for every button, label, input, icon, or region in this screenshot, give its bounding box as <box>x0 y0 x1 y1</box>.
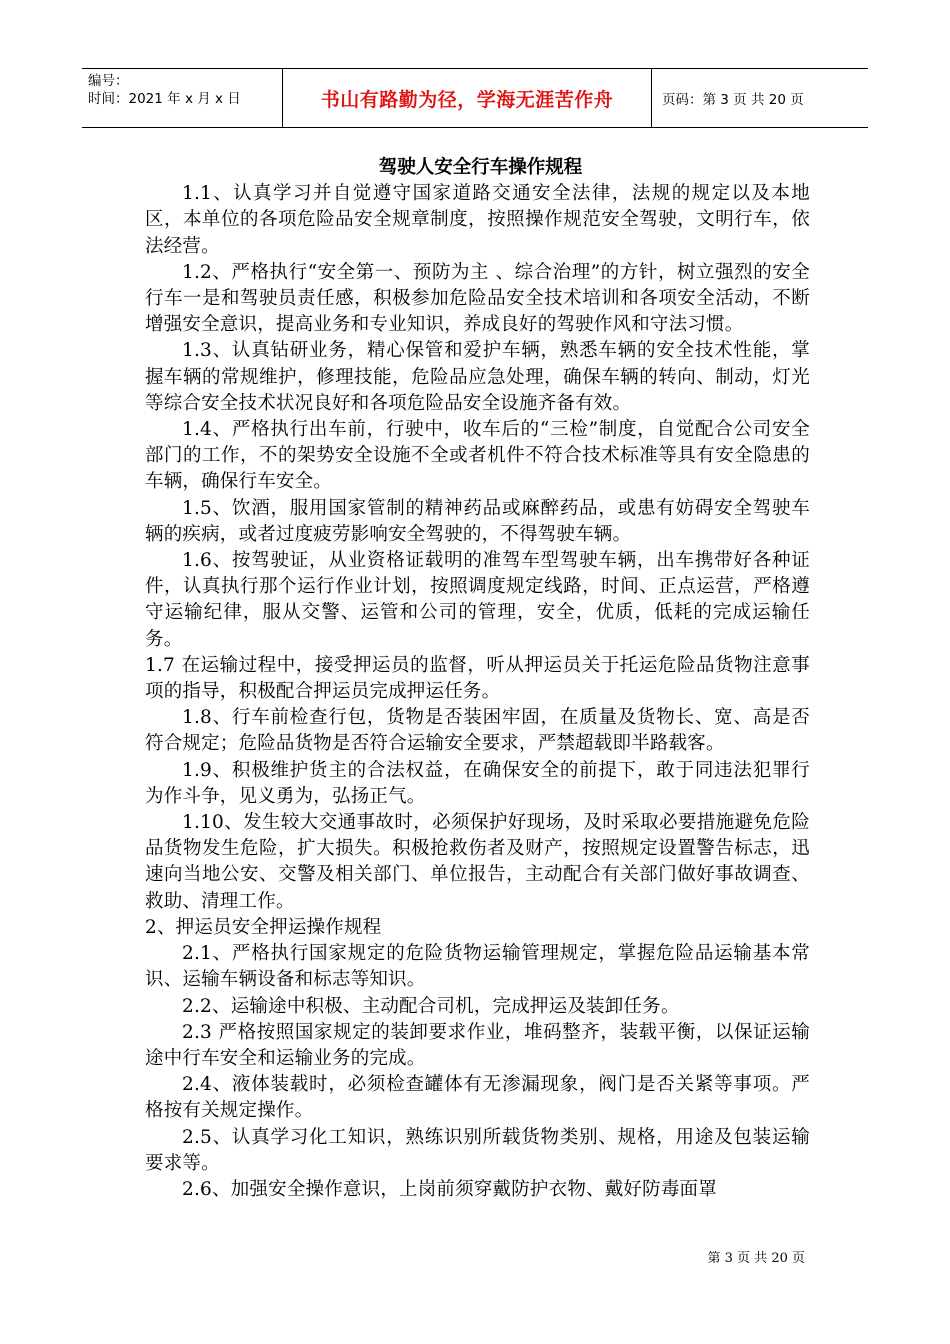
body-paragraph: 2.6、加强安全操作意识，上岗前须穿戴防护衣物、戴好防毒面罩 <box>182 1178 717 1200</box>
body-paragraph: 1.1、认真学习并自觉遵守国家道路交通安全法律，法规的规定以及本地区，本单位的各项危险品安全规章制度，按照操作规范安全驾驶，文明行车，依法经营。 <box>145 183 810 257</box>
body-paragraph: 2.5、认真学习化工知识，熟练识别所载货物类别、规格，用途及包装运输要求等。 <box>145 1126 810 1174</box>
page-header <box>82 68 868 128</box>
body-paragraph: 1.9、积极维护货主的合法权益，在确保安全的前提下，敢于同违法犯罪行为作斗争，见义勇为，弘扬正气。 <box>145 759 810 807</box>
body-paragraph: 1.3、认真钻研业务，精心保管和爱护车辆，熟悉车辆的安全技术性能，掌握车辆的常规维护，修理技能，危险品应急处理，确保车辆的转向、制动，灯光等综合安全技术状况良好和各项危险品安全设施齐备有效。 <box>145 340 810 414</box>
header-motto: 书山有路勤为径，学海无涯苦作舟 <box>282 69 652 127</box>
body-paragraph: 1.4、严格执行出车前，行驶中，收车后的“三检”制度，自觉配合公司安全部门的工作，不的架势安全设施不全或者机件不符合技术标准等具有安全隐患的车辆，确保行车安全。 <box>145 419 810 493</box>
body-paragraph: 2、押运员安全押运操作规程 <box>145 916 382 938</box>
body-paragraph: 1.6、按驾驶证，从业资格证载明的准驾车型驾驶车辆，出车携带好各种证件，认真执行那个运行作业计划，按照调度规定线路，时间、正点运营，严格遵守运输纪律，服从交警、运管和公司的管理，安全，优质，低耗的完成运输任务。 <box>145 550 810 650</box>
header-page-number: 页码：第 3 页 共 20 页 <box>662 92 804 108</box>
paragraph-list <box>145 181 810 1203</box>
body-paragraph: 2.3 严格按照国家规定的装卸要求作业，堆码整齐，装载平衡，以保证运输途中行车安全和运输业务的完成。 <box>145 1021 810 1069</box>
body-paragraph: 2.1、严格执行国家规定的危险货物运输管理规定，掌握危险品运输基本常识、运输车辆设备和标志等知识。 <box>145 943 810 991</box>
document-number-label: 编号： <box>88 73 129 89</box>
header-info <box>82 69 282 127</box>
document-title: 驾驶人安全行车操作规程 <box>378 157 583 178</box>
body-paragraph: 2.4、液体装载时，必须检查罐体有无渗漏现象，阀门是否关紧等事项。严格按有关规定操作。 <box>145 1074 810 1122</box>
body-paragraph: 2.2、运输途中积极、主动配合司机，完成押运及装卸任务。 <box>182 995 680 1017</box>
body-paragraph: 1.7 在运输过程中，接受押运员的监督，听从押运员关于托运危险品货物注意事项的指导，积极配合押运员完成押运任务。 <box>145 654 810 703</box>
body-paragraph: 1.2、严格执行“安全第一、预防为主 、综合治理”的方针，树立强烈的安全行车一是和驾驶员责任感，积极参加危险品安全技术培训和各项安全活动，不断增强安全意识，提高业务和专业知识，养成良好的驾驶作风和守法习惯。 <box>145 261 810 336</box>
body-paragraph: 1.5、饮酒，服用国家管制的精神药品或麻醉药品，或患有妨碍安全驾驶车辆的疾病，或者过度疲劳影响安全驾驶的，不得驾驶车辆。 <box>145 497 810 545</box>
page-footer: 第 3 页 共 20 页 <box>707 1251 805 1266</box>
body-paragraph: 1.8、行车前检查行包，货物是否装困牢固，在质量及货物长、宽、高是否符合规定；危险品货物是否符合运输安全要求，严禁超载即半路载客。 <box>145 707 810 755</box>
document-time-label: 时间：2021 年 x 月 x 日 <box>88 91 241 107</box>
body-paragraph: 1.10、发生较大交通事故时，必须保护好现场，及时采取必要措施避免危险品货物发生危险，扩大损失。积极抢救伤者及财产，按照规定设置警告标志，迅速向当地公安、交警及相关部门、单位报告，主动配合有关部门做好事故调查、救助、清理工作。 <box>145 812 810 912</box>
document-body <box>145 155 810 1203</box>
